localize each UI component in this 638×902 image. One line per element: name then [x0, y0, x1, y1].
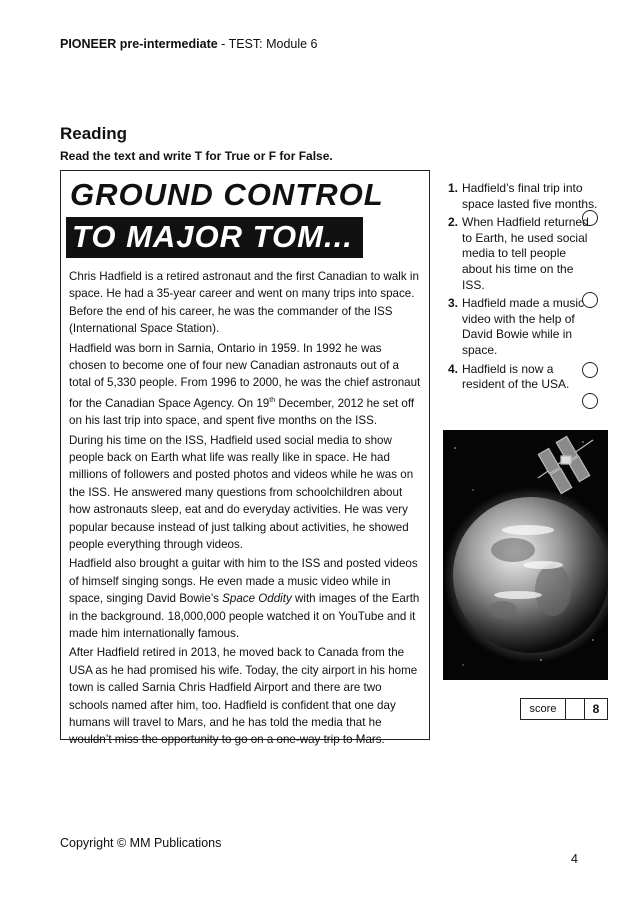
answer-circle-1[interactable]: [582, 210, 598, 226]
score-box: [520, 698, 608, 720]
page-number: 4: [571, 852, 578, 866]
instruction: Read the text and write T for True or F for False.: [60, 149, 333, 163]
header-brand: PIONEER pre-intermediate: [60, 37, 218, 51]
article-paragraph-3: During his time on the ISS, Hadfield used social media to show people back on Earth what life was really like in space. He had millions of followers and posted photos and videos while he was on the ISS. He answered many questions from schoolchildren about how astronauts sleep, eat and do everyday activities. He was very popular because instead of just talking about activities, he showed people everything through videos.: [69, 433, 414, 551]
article-paragraph-4: Hadfield also brought a guitar with him to the ISS and posted videos of himself singing songs. He even made a music video while in space, singing David Bowie’s Space Oddity with images of the Earth in the background. 18,000,000 people watched it on YouTube and it made him internationally famous.: [69, 557, 420, 640]
article-body: [69, 268, 422, 751]
score-points: 8: [592, 702, 600, 716]
answer-circle-2[interactable]: [582, 292, 598, 308]
question-1: 1. Hadfield’s final trip into space lasted five months.: [448, 181, 598, 211]
article-title-line2: TO MAJOR TOM...: [66, 217, 363, 258]
question-3: 3. Hadfield made a music video with the help of David Bowie while in space.: [448, 296, 585, 357]
question-2: 2. When Hadfield returned to Earth, he used social media to tell people about his time on the ISS.: [448, 215, 589, 292]
copyright: Copyright © MM Publications: [60, 836, 222, 850]
answer-circle-3[interactable]: [582, 362, 598, 378]
article-box: [60, 170, 430, 747]
answer-circle-4[interactable]: [582, 393, 598, 409]
page-header: [60, 37, 318, 51]
header-suffix: - TEST: Module 6: [217, 37, 318, 51]
section-title: Reading: [60, 124, 128, 143]
score-input-cell[interactable]: [566, 699, 585, 719]
article-paragraph-5: After Hadfield retired in 2013, he moved back to Canada from the USA as he had promised his wife. Today, the city airport in his home town is called Sarnia Chris Hadfield Airport and there are two schools named after him, too. Hadfield is confident that one day humans will travel to Mars, and he has told the media that he wouldn’t miss the opportunity to go on a one-way trip to Mars.: [69, 646, 418, 747]
article-paragraph-1: Chris Hadfield is a retired astronaut and the first Canadian to walk in space. He had a 35-year career and went on many trips into space. Before the end of his career, he was the commander of the ISS (International Space Station).: [69, 270, 419, 336]
question-4: 4. Hadfield is now a resident of the USA.: [448, 361, 570, 392]
article-paragraph-2: Hadfield was born in Sarnia, Ontario in 1959. In 1992 he was chosen to become one of four new Canadian astronauts out of a total of 5,330 people. From 1996 to 2000, he was the chief astronaut for the Canadian Space Agency. On 19th December, 2012 he set off on his last trip into space, and spent five months on the ISS.: [69, 341, 421, 428]
question-list: [448, 181, 598, 393]
article-title-line1: GROUND CONTROL: [70, 177, 384, 212]
score-label: score: [521, 699, 566, 719]
earth-with-space-station-photo: [443, 430, 608, 680]
